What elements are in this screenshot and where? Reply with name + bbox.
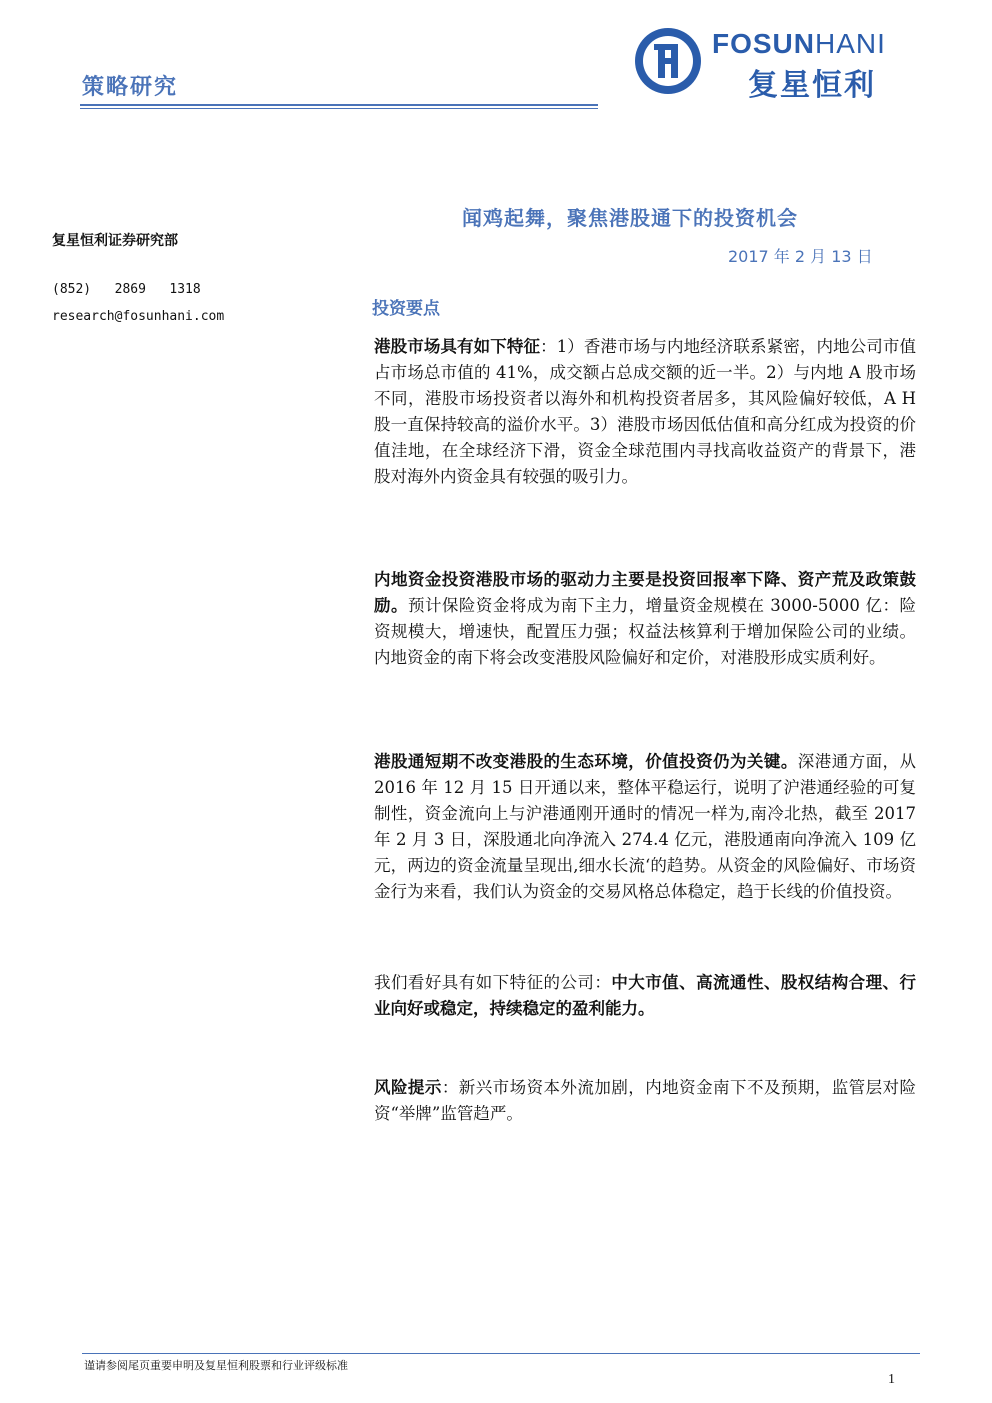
contact-phone: (852) 2869 1318 [52,282,201,297]
page-number: 1 [888,1372,895,1387]
header-rule [80,104,598,106]
footer-rule [82,1353,920,1354]
contact-email[interactable]: research@fosunhani.com [52,309,225,324]
report-date: 2017 年 2 月 13 日 [728,247,873,266]
highlight-paragraph-1: 港股市场具有如下特征：1）香港市场与内地经济联系紧密，内地公司市值占市场总市值的 41%，成交额占总成交额的近一半。2）与内地 A 股市场不同，港股市场投资者以海外和机构投资者居多，其风险偏好较低，A H 股一直保持较高的溢价水平。3）港股市场因低估值和高分红成为投资的价值洼地，在全球经济下滑，资金全球范围内寻找高收益资产的背景下，港股对海外内资金具有较强的吸引力。 [374,337,916,486]
section-label: 策略研究 [82,74,179,100]
logo-wordmark-en: FOSUNHANI [712,28,886,59]
fosun-logo-icon [630,26,706,96]
logo-wordmark-cn: 复星恒利 [748,68,876,103]
header-rule-thin [80,108,598,109]
highlight-paragraph-4: 我们看好具有如下特征的公司：中大市值、高流通性、股权结构合理、行业向好或稳定，持续稳定的盈利能力。 [374,973,917,1018]
footer-disclaimer: 谨请参阅尾页重要申明及复星恒利股票和行业评级标准 [84,1359,348,1372]
risk-warning-paragraph: 风险提示：新兴市场资本外流加剧，内地资金南下不及预期，监管层对险资“举牌”监管趋严。 [374,1078,917,1123]
highlight-paragraph-3: 港股通短期不改变港股的生态环境，价值投资仍为关键。深港通方面，从 2016 年 12 月 15 日开通以来，整体平稳运行，说明了沪港通经验的可复制性，资金流向上与沪港通刚开通时的情况一样为,南冷北热，截至 2017 年 2 月 3 日，深股通北向净流入 274.4 亿元，港股通南向净流入 109 亿元，两边的资金流量呈现出,细水长流‘的趋势。从资金的风险偏好、市场资金行为来看，我们认为资金的交易风格总体稳定，趋于长线的价值投资。 [374,752,917,901]
report-title: 闻鸡起舞，聚焦港股通下的投资机会 [462,206,798,230]
highlights-heading: 投资要点 [372,299,440,319]
highlight-paragraph-2: 内地资金投资港股市场的驱动力主要是投资回报率下降、资产荒及政策鼓励。预计保险资金将成为南下主力，增量资金规模在 3000-5000 亿：险资规模大，增速快，配置压力强；权益法核算利于增加保险公司的业绩。内地资金的南下将会改变港股风险偏好和定价，对港股形成实质利好。 [374,570,916,667]
research-department: 复星恒利证券研究部 [52,233,178,249]
